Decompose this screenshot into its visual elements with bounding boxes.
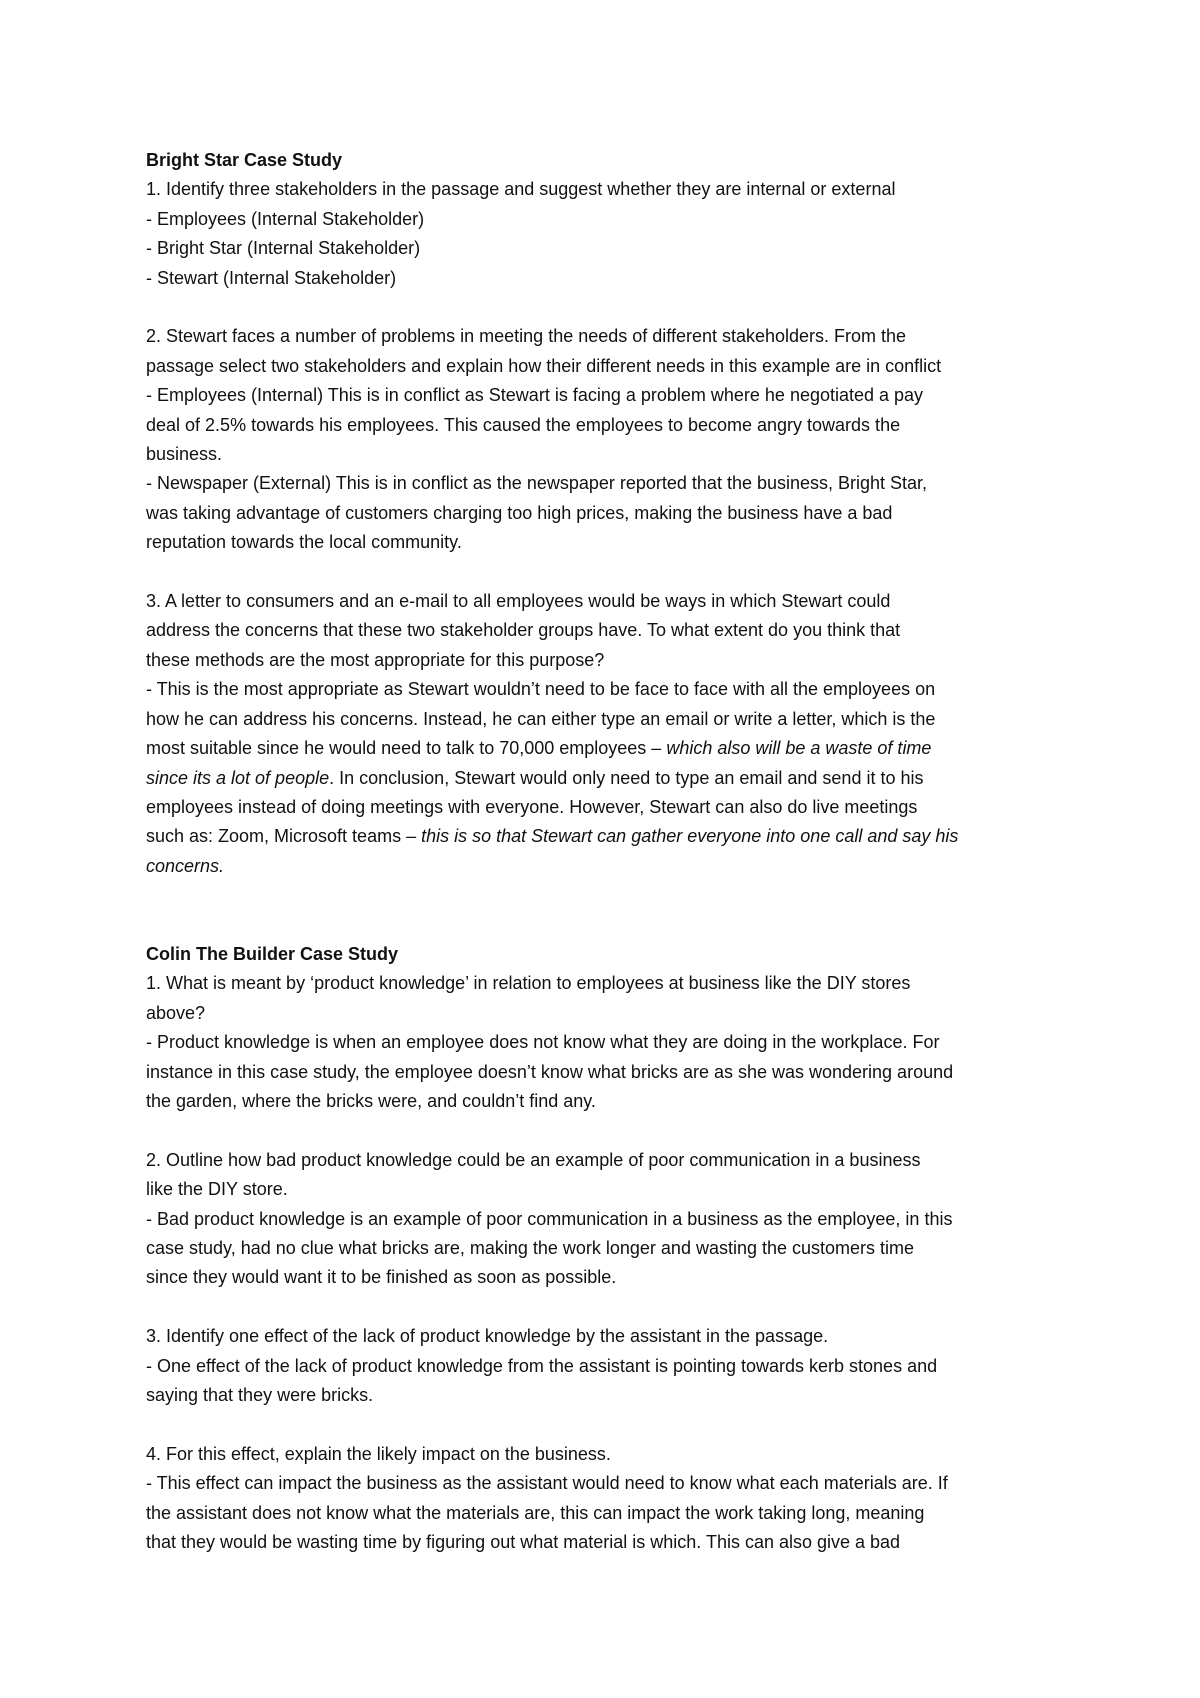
answer-line: was taking advantage of customers charging too high prices, making the business have a bad — [146, 502, 893, 523]
paragraph-gap — [146, 1410, 1066, 1439]
answer-line: - Employees (Internal) This is in conflict as Stewart is facing a problem where he negotiated a pay — [146, 385, 924, 406]
colin-q3 — [146, 1322, 1066, 1410]
answer-line: that they would be wasting time by figuring out what material is which. This can also give a bad — [146, 1532, 901, 1552]
paragraph-gap — [146, 1116, 1066, 1145]
answer-italic-text: since its a lot of people — [146, 767, 330, 788]
answer-italic-text: which also will be a waste of time — [666, 738, 932, 759]
bright-star-q1 — [146, 175, 1066, 293]
answer-line: - Stewart (Internal Stakeholder) — [146, 267, 397, 288]
answer-line: - This is the most appropriate as Stewart wouldn’t need to be face to face with all the employees on — [146, 679, 936, 700]
paragraph-gap — [146, 558, 1066, 587]
question-text: passage select two stakeholders and explain how their different needs in this example are in conflict — [146, 355, 942, 376]
colin-q1 — [146, 969, 1066, 1116]
answer-line: instance in this case study, the employee doesn’t know what bricks are as she was wondering around — [146, 1061, 954, 1082]
question-text: 4. For this effect, explain the likely impact on the business. — [146, 1443, 611, 1464]
question-text: 1. What is meant by ‘product knowledge’ in relation to employees at business like the DIY stores — [146, 973, 911, 994]
paragraph-gap — [146, 1293, 1066, 1322]
question-text: 3. Identify one effect of the lack of product knowledge by the assistant in the passage. — [146, 1326, 829, 1347]
answer-line: - Bad product knowledge is an example of poor communication in a business as the employee, in this — [146, 1208, 953, 1229]
question-text: 1. Identify three stakeholders in the passage and suggest whether they are internal or external — [146, 179, 896, 200]
section-gap — [146, 881, 1066, 940]
section-title-bright-star: Bright Star Case Study — [146, 150, 343, 170]
answer-line: business. — [146, 444, 223, 465]
answer-italic-text: this is so that Stewart can gather everyone into one call and say his — [421, 826, 959, 847]
section-title-colin-the-builder: Colin The Builder Case Study — [146, 943, 399, 964]
answer-line — [146, 734, 1066, 763]
document-body — [146, 146, 1066, 1557]
answer-line: deal of 2.5% towards his employees. This caused the employees to become angry towards the — [146, 414, 901, 435]
answer-line: the garden, where the bricks were, and couldn’t find any. — [146, 1090, 596, 1111]
answer-line: - Product knowledge is when an employee does not know what they are doing in the workplace. For — [146, 1032, 940, 1053]
answer-line: - Employees (Internal Stakeholder) — [146, 208, 425, 229]
answer-line — [146, 852, 1066, 881]
answer-line: employees instead of doing meetings with everyone. However, Stewart can also do live meetings — [146, 796, 918, 817]
bright-star-q2 — [146, 322, 1066, 557]
answer-line: case study, had no clue what bricks are, making the work longer and wasting the customers time — [146, 1237, 915, 1258]
answer-line: reputation towards the local community. — [146, 532, 462, 553]
answer-text: such as: Zoom, Microsoft teams – — [146, 826, 422, 847]
answer-line — [146, 764, 1066, 793]
colin-q2 — [146, 1146, 1066, 1293]
answer-line: saying that they were bricks. — [146, 1384, 374, 1405]
answer-line: - One effect of the lack of product knowledge from the assistant is pointing towards kerb stones and — [146, 1355, 938, 1376]
answer-line — [146, 822, 1066, 851]
question-text: these methods are the most appropriate for this purpose? — [146, 649, 605, 670]
answer-text: most suitable since he would need to talk to 70,000 employees – — [146, 738, 667, 759]
question-text: address the concerns that these two stakeholder groups have. To what extent do you think that — [146, 620, 901, 641]
question-text: above? — [146, 1002, 206, 1023]
answer-text: . In conclusion, Stewart would only need to type an email and send it to his — [329, 767, 924, 788]
answer-line: the assistant does not know what the materials are, this can impact the work taking long, meaning — [146, 1502, 925, 1523]
paragraph-gap — [146, 293, 1066, 322]
question-text: 3. A letter to consumers and an e-mail to all employees would be ways in which Stewart could — [146, 591, 891, 612]
answer-line: how he can address his concerns. Instead, he can either type an email or write a letter, which is the — [146, 708, 936, 729]
bright-star-q3 — [146, 587, 1066, 881]
question-text: 2. Outline how bad product knowledge could be an example of poor communication in a business — [146, 1149, 921, 1170]
answer-line: - This effect can impact the business as the assistant would need to know what each materials are. If — [146, 1473, 948, 1494]
answer-line: - Bright Star (Internal Stakeholder) — [146, 238, 421, 259]
colin-q4 — [146, 1440, 1066, 1558]
question-text: 2. Stewart faces a number of problems in meeting the needs of different stakeholders. From the — [146, 326, 907, 347]
question-text: like the DIY store. — [146, 1179, 288, 1200]
answer-line: since they would want it to be finished as soon as possible. — [146, 1267, 617, 1288]
answer-italic-text: concerns. — [146, 855, 225, 876]
answer-line: - Newspaper (External) This is in conflict as the newspaper reported that the business, Bright Star, — [146, 473, 928, 494]
